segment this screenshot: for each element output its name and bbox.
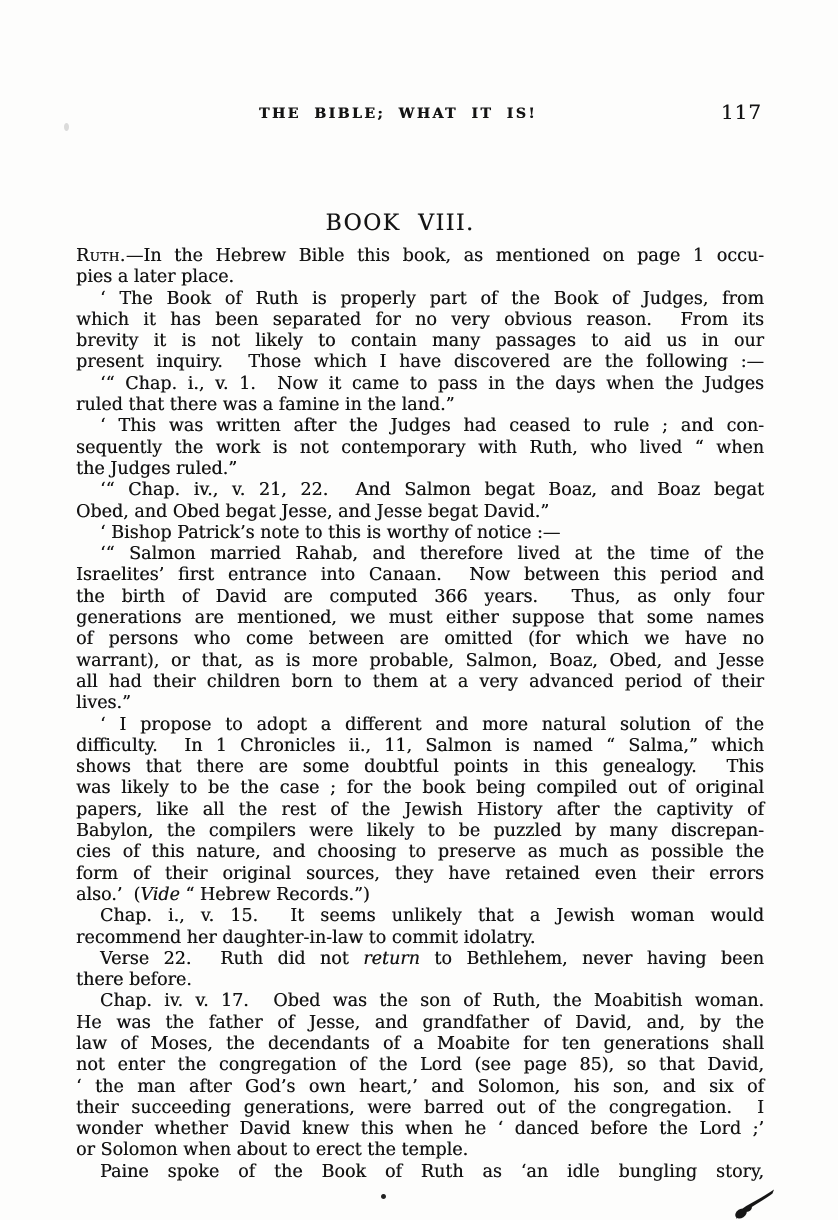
text-line xyxy=(76,949,764,970)
text-line xyxy=(76,544,764,565)
ink-smudge-mark xyxy=(735,1186,777,1220)
text-segment: Babylon, the compilers were likely to be puzzled by many discrepan- xyxy=(76,821,764,842)
faint-speck xyxy=(64,123,69,131)
paragraph xyxy=(76,374,764,417)
text-line xyxy=(76,736,764,757)
text-line xyxy=(76,928,764,949)
text-line xyxy=(76,523,764,544)
text-line xyxy=(76,1013,764,1034)
text-segment: of persons who come between are omitted (for which we have no xyxy=(76,629,764,650)
text-segment: ruled that there was a famine in the land.” xyxy=(76,395,455,416)
text-line xyxy=(76,310,764,331)
small-dot-speck xyxy=(381,1194,386,1199)
text-line xyxy=(76,416,764,437)
text-segment: Obed, and Obed begat Jesse, and Jesse begat David.” xyxy=(76,501,550,522)
small-caps-text: Ruth. xyxy=(76,246,126,266)
text-segment: difficulty. In 1 Chronicles ii., 11, Salmon is named “ Salma,” which xyxy=(76,735,764,756)
text-line xyxy=(76,459,764,480)
text-segment: lives.” xyxy=(76,693,131,714)
text-segment: shows that there are some doubtful points in this genealogy. This xyxy=(76,757,764,778)
text-segment: Verse 22. Ruth did not xyxy=(100,948,364,969)
paragraph xyxy=(76,480,764,523)
text-segment: ‘“ Salmon married Rahab, and therefore lived at the time of the xyxy=(100,544,764,565)
text-segment: form of their original sources, they have retained even their errors xyxy=(76,863,764,884)
text-segment: cies of this nature, and choosing to preserve as much as possible the xyxy=(76,842,764,863)
text-line xyxy=(76,374,764,395)
text-segment: the Judges ruled.” xyxy=(76,458,238,479)
text-line xyxy=(76,587,764,608)
text-segment: or Solomon when about to erect the temple. xyxy=(76,1140,469,1161)
section-heading xyxy=(76,211,764,236)
text-line xyxy=(76,395,764,416)
text-line xyxy=(76,800,764,821)
text-segment: wonder whether David knew this when he ‘ danced before the Lord ;’ xyxy=(76,1119,764,1140)
italic-text: Vide xyxy=(140,884,180,905)
text-segment: the birth of David are computed 366 years. Thus, as only four xyxy=(76,586,764,607)
text-segment: ‘ Bishop Patrick’s note to this is worthy of notice :— xyxy=(100,522,561,543)
text-line xyxy=(76,778,764,799)
text-segment: ‘ This was written after the Judges had ceased to rule ; and con- xyxy=(100,416,764,437)
text-segment: was likely to be the case ; for the book being compiled out of original xyxy=(76,778,764,799)
text-line xyxy=(76,864,764,885)
text-segment: also.’ ( xyxy=(76,884,141,905)
ink-smudge-icon xyxy=(735,1186,777,1220)
text-segment: ‘“ Chap. iv., v. 21, 22. And Salmon begat Boaz, and Boaz begat xyxy=(100,480,764,501)
text-line xyxy=(76,821,764,842)
text-line xyxy=(76,651,764,672)
text-line xyxy=(76,1162,764,1183)
text-segment: Israelites’ first entrance into Canaan. Now between this period and xyxy=(76,565,764,586)
text-segment: ‘ the man after God’s own heart,’ and Solomon, his son, and six of xyxy=(76,1076,764,1097)
text-segment: generations are mentioned, we must either suppose that some names xyxy=(76,608,764,629)
paragraph xyxy=(76,289,764,374)
text-segment: not enter the congregation of the Lord (see page 85), so that David, xyxy=(76,1055,764,1076)
text-line xyxy=(76,672,764,693)
paragraph xyxy=(76,416,764,480)
text-line xyxy=(76,757,764,778)
text-segment: brevity it is not likely to contain many passages to aid us in our xyxy=(76,331,764,352)
paragraph xyxy=(76,246,764,289)
text-line xyxy=(76,331,764,352)
paragraph xyxy=(76,949,764,992)
text-line xyxy=(76,1077,764,1098)
text-segment: papers, like all the rest of the Jewish History after the captivity of xyxy=(76,799,764,820)
paragraph xyxy=(76,544,764,714)
paragraph xyxy=(76,523,764,544)
italic-text: return xyxy=(363,948,420,969)
text-segment: Chap. i., v. 15. It seems unlikely that a Jewish woman would xyxy=(100,906,764,927)
text-line xyxy=(76,502,764,523)
paragraph xyxy=(76,906,764,949)
text-line xyxy=(76,267,764,288)
page-body xyxy=(76,246,764,1183)
text-line xyxy=(76,1098,764,1119)
text-segment: He was the father of Jesse, and grandfather of David, and, by the xyxy=(76,1012,764,1033)
text-segment: ‘“ Chap. i., v. 1. Now it came to pass in the days when the Judges xyxy=(100,373,764,394)
text-segment: sequently the work is not contemporary with Ruth, who lived “ when xyxy=(76,437,764,458)
text-line xyxy=(76,289,764,310)
text-line xyxy=(76,693,764,714)
text-line xyxy=(76,1055,764,1076)
paragraph xyxy=(76,1162,764,1183)
paragraph xyxy=(76,991,764,1161)
text-line xyxy=(76,629,764,650)
text-line xyxy=(76,246,764,267)
text-segment: pies a later place. xyxy=(76,267,234,288)
text-segment: which it has been separated for no very obvious reason. From its xyxy=(76,309,764,330)
text-line xyxy=(76,885,764,906)
text-segment: Paine spoke of the Book of Ruth as ‘an idle bungling story, xyxy=(100,1161,764,1182)
text-segment: there before. xyxy=(76,970,192,991)
text-line xyxy=(76,715,764,736)
text-segment: ‘ I propose to adopt a different and more natural solution of the xyxy=(100,714,764,735)
text-line xyxy=(76,1034,764,1055)
text-line xyxy=(76,438,764,459)
running-title: THE BIBLE; WHAT IT IS! xyxy=(259,106,537,122)
text-segment: recommend her daughter-in-law to commit idolatry. xyxy=(76,927,536,948)
page-header xyxy=(76,100,764,132)
text-segment: all had their children born to them at a very advanced period of their xyxy=(76,671,764,692)
paragraph xyxy=(76,715,764,907)
text-segment: “ Hebrew Records.”) xyxy=(179,884,370,905)
text-segment: law of Moses, the decendants of a Moabite for ten generations shall xyxy=(76,1033,764,1054)
text-line xyxy=(76,991,764,1012)
text-segment: present inquiry. Those which I have discovered are the following :— xyxy=(76,352,764,373)
text-segment: Chap. iv. v. 17. Obed was the son of Ruth, the Moabitish woman. xyxy=(100,991,764,1012)
text-line xyxy=(76,480,764,501)
text-line xyxy=(76,906,764,927)
text-line xyxy=(76,608,764,629)
text-line xyxy=(76,352,764,373)
text-segment: ‘ The Book of Ruth is properly part of the Book of Judges, from xyxy=(100,288,764,309)
text-segment: to Bethlehem, never having been xyxy=(419,948,764,969)
text-segment: —In the Hebrew Bible this book, as mentioned on page 1 occu- xyxy=(125,246,764,266)
text-line xyxy=(76,842,764,863)
text-line xyxy=(76,1140,764,1161)
text-line xyxy=(76,1119,764,1140)
page-number: 117 xyxy=(720,100,762,124)
text-line xyxy=(76,565,764,586)
text-line xyxy=(76,970,764,991)
section-heading-text: BOOK VIII. xyxy=(325,211,475,236)
text-segment: their succeeding generations, were barred out of the congregation. I xyxy=(76,1097,764,1118)
text-segment: warrant), or that, as is more probable, Salmon, Boaz, Obed, and Jesse xyxy=(76,650,764,671)
